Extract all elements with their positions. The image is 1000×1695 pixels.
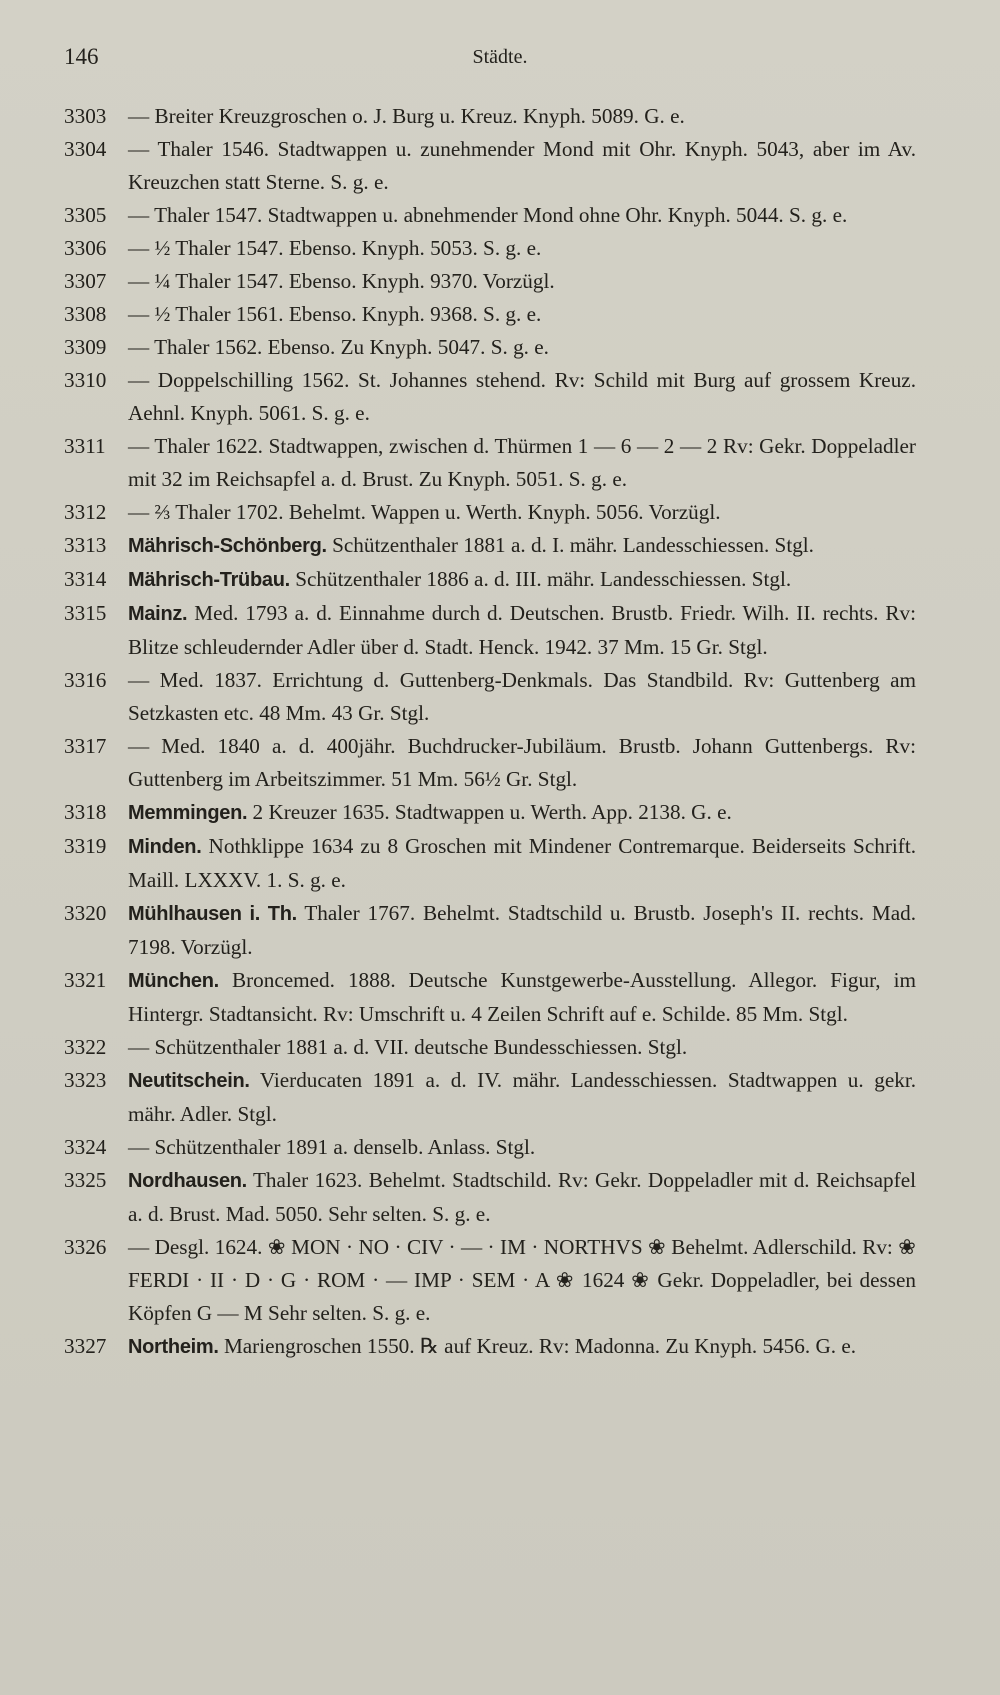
entry-text <box>128 664 916 730</box>
city-name: Nordhausen. <box>128 1170 247 1192</box>
entry-description: Vierducaten 1891 a. d. IV. mähr. Landesschiessen. Stadtwappen u. gekr. mähr. Adler. Stgl. <box>128 1068 916 1126</box>
city-name: Mühlhausen i. Th. <box>128 903 297 925</box>
catalog-entry <box>64 430 916 496</box>
catalog-entry <box>64 897 916 964</box>
page-header <box>64 44 936 74</box>
entry-text <box>128 298 916 331</box>
entry-number: 3308 <box>64 302 107 326</box>
entry-text <box>128 430 916 496</box>
entry-number: 3317 <box>64 734 107 758</box>
entry-text <box>128 1064 916 1131</box>
catalog-entry <box>64 730 916 796</box>
catalog-entry <box>64 796 916 830</box>
entry-text <box>128 1031 916 1064</box>
entry-description: — Breiter Kreuzgroschen o. J. Burg u. Kreuz. Knyph. 5089. G. e. <box>128 104 685 128</box>
entry-number: 3313 <box>64 533 107 557</box>
catalog-entry <box>64 496 916 529</box>
catalog-entry <box>64 1064 916 1131</box>
entry-number: 3318 <box>64 800 107 824</box>
entry-text <box>128 232 916 265</box>
entry-number: 3306 <box>64 236 107 260</box>
entry-number: 3322 <box>64 1035 107 1059</box>
entry-description: — ½ Thaler 1547. Ebenso. Knyph. 5053. S. g. e. <box>128 236 542 260</box>
city-name: Northeim. <box>128 1336 219 1358</box>
catalog-entry <box>64 1164 916 1231</box>
entry-text <box>128 796 916 830</box>
catalog-entry <box>64 331 916 364</box>
entry-text <box>128 1131 916 1164</box>
entry-number: 3319 <box>64 834 107 858</box>
catalog-entry <box>64 964 916 1031</box>
entry-description: — ¼ Thaler 1547. Ebenso. Knyph. 9370. Vorzügl. <box>128 269 555 293</box>
entry-text <box>128 1330 916 1364</box>
catalog-entry <box>64 133 916 199</box>
entry-description: — ⅔ Thaler 1702. Behelmt. Wappen u. Werth. Knyph. 5056. Vorzügl. <box>128 500 721 524</box>
page-number: 146 <box>64 44 99 69</box>
entry-number: 3310 <box>64 368 107 392</box>
entry-number: 3326 <box>64 1235 107 1259</box>
entry-text <box>128 496 916 529</box>
entry-description: Schützenthaler 1886 a. d. III. mähr. Landesschiessen. Stgl. <box>295 567 792 591</box>
entry-description: — Thaler 1562. Ebenso. Zu Knyph. 5047. S. g. e. <box>128 335 549 359</box>
city-name: Mährisch-Trübau. <box>128 569 290 591</box>
catalog-entry <box>64 1330 916 1364</box>
entry-description: — Med. 1837. Errichtung d. Guttenberg-Denkmals. Das Standbild. Rv: Guttenberg am Setzkasten etc. 48 Mm. 43 Gr. Stgl. <box>128 668 916 725</box>
entry-description: — ½ Thaler 1561. Ebenso. Knyph. 9368. S. g. e. <box>128 302 542 326</box>
entry-text <box>128 331 916 364</box>
entry-number: 3304 <box>64 137 107 161</box>
entry-description: — Doppelschilling 1562. St. Johannes stehend. Rv: Schild mit Burg auf grossem Kreuz. Aehnl. Knyph. 5061. S. g. e. <box>128 368 916 425</box>
entry-description: 2 Kreuzer 1635. Stadtwappen u. Werth. App. 2138. G. e. <box>252 800 732 824</box>
catalog-entry <box>64 100 916 133</box>
catalog-entry <box>64 830 916 897</box>
entry-description: — Thaler 1547. Stadtwappen u. abnehmender Mond ohne Ohr. Knyph. 5044. S. g. e. <box>128 203 848 227</box>
city-name: München. <box>128 970 219 992</box>
catalog-entry <box>64 298 916 331</box>
entry-number: 3325 <box>64 1168 107 1192</box>
catalog-entry <box>64 1131 916 1164</box>
entry-description: Mariengroschen 1550. ℞ auf Kreuz. Rv: Madonna. Zu Knyph. 5456. G. e. <box>223 1334 857 1358</box>
entry-number: 3305 <box>64 203 107 227</box>
entry-number: 3321 <box>64 968 107 992</box>
catalog-entry <box>64 529 916 563</box>
entry-text <box>128 897 916 964</box>
entry-number: 3307 <box>64 269 107 293</box>
city-name: Memmingen. <box>128 802 248 824</box>
entry-text <box>128 199 916 232</box>
entry-description: — Med. 1840 a. d. 400jähr. Buchdrucker-Jubiläum. Brustb. Johann Guttenbergs. Rv: Guttenberg im Arbeitszimmer. 51 Mm. 56½ Gr. Stgl. <box>128 734 916 791</box>
entry-description: — Thaler 1546. Stadtwappen u. zunehmender Mond mit Ohr. Knyph. 5043, aber im Av. Kreuzchen statt Sterne. S. g. e. <box>128 137 916 194</box>
entry-number: 3314 <box>64 567 107 591</box>
entry-number: 3312 <box>64 500 107 524</box>
catalog-entry <box>64 265 916 298</box>
city-name: Mährisch-Schönberg. <box>128 535 327 557</box>
entry-text <box>128 265 916 298</box>
entry-number: 3327 <box>64 1334 107 1358</box>
entry-text <box>128 364 916 430</box>
entry-text <box>128 830 916 897</box>
catalog-entry <box>64 1231 916 1330</box>
entry-text <box>128 730 916 796</box>
catalog-entry <box>64 563 916 597</box>
city-name: Minden. <box>128 836 202 858</box>
entry-description: Broncemed. 1888. Deutsche Kunstgewerbe-Ausstellung. Allegor. Figur, im Hintergr. Stadtansicht. Rv: Umschrift u. 4 Zeilen Schrift auf e. Schilde. 85 Mm. Stgl. <box>128 968 916 1026</box>
catalog-entry <box>64 664 916 730</box>
entry-number: 3323 <box>64 1068 107 1092</box>
entry-description: — Schützenthaler 1891 a. denselb. Anlass. Stgl. <box>128 1135 536 1159</box>
city-name: Neutitschein. <box>128 1070 250 1092</box>
entry-text <box>128 597 916 664</box>
entry-text <box>128 964 916 1031</box>
catalog-entry <box>64 597 916 664</box>
catalog-entry <box>64 232 916 265</box>
entry-number: 3320 <box>64 901 107 925</box>
running-head: Städte. <box>472 46 528 68</box>
entry-description: — Schützenthaler 1881 a. d. VII. deutsche Bundesschiessen. Stgl. <box>128 1035 688 1059</box>
entry-text <box>128 1231 916 1330</box>
catalog-entry <box>64 364 916 430</box>
entry-description: Schützenthaler 1881 a. d. I. mähr. Landesschiessen. Stgl. <box>332 533 814 557</box>
entry-text <box>128 100 916 133</box>
city-name: Mainz. <box>128 603 188 625</box>
entry-description: Thaler 1623. Behelmt. Stadtschild. Rv: Gekr. Doppeladler mit d. Reichsapfel a. d. Brust. Mad. 5050. Sehr selten. S. g. e. <box>128 1168 916 1226</box>
entry-description: — Thaler 1622. Stadtwappen, zwischen d. Thürmen 1 — 6 — 2 — 2 Rv: Gekr. Doppeladler mit 32 im Reichsapfel a. d. Brust. Zu Knyph. 5051. S. g. e. <box>128 434 916 491</box>
entry-number: 3309 <box>64 335 107 359</box>
entry-description: Med. 1793 a. d. Einnahme durch d. Deutschen. Brustb. Friedr. Wilh. II. rechts. Rv: Blitze schleudernder Adler über d. Stadt. Henck. 1942. 37 Mm. 15 Gr. Stgl. <box>128 601 917 659</box>
catalog-entry <box>64 199 916 232</box>
entry-text <box>128 133 916 199</box>
entry-text <box>128 529 916 563</box>
entry-number: 3315 <box>64 601 107 625</box>
entry-description: — Desgl. 1624. ❀ MON · NO · CIV · — · IM · NORTHVS ❀ Behelmt. Adlerschild. Rv: ❀ FERDI · II · D · G · ROM · — IMP · SEM · A ❀ 1624 ❀ Gekr. Doppeladler, bei dessen Köpfen G — M Sehr selten. S. g. e. <box>128 1235 916 1325</box>
entry-number: 3324 <box>64 1135 107 1159</box>
entry-number: 3303 <box>64 104 107 128</box>
entry-text <box>128 563 916 597</box>
entry-number: 3311 <box>64 434 106 458</box>
entry-text <box>128 1164 916 1231</box>
entry-number: 3316 <box>64 668 107 692</box>
entry-description: Nothklippe 1634 zu 8 Groschen mit Mindener Contremarque. Beiderseits Schrift. Maill. LXXXV. 1. S. g. e. <box>128 834 917 892</box>
catalog-entry <box>64 1031 916 1064</box>
catalog-entries <box>64 100 916 1364</box>
entry-description: Thaler 1767. Behelmt. Stadtschild u. Brustb. Joseph's II. rechts. Mad. 7198. Vorzügl. <box>128 901 916 959</box>
